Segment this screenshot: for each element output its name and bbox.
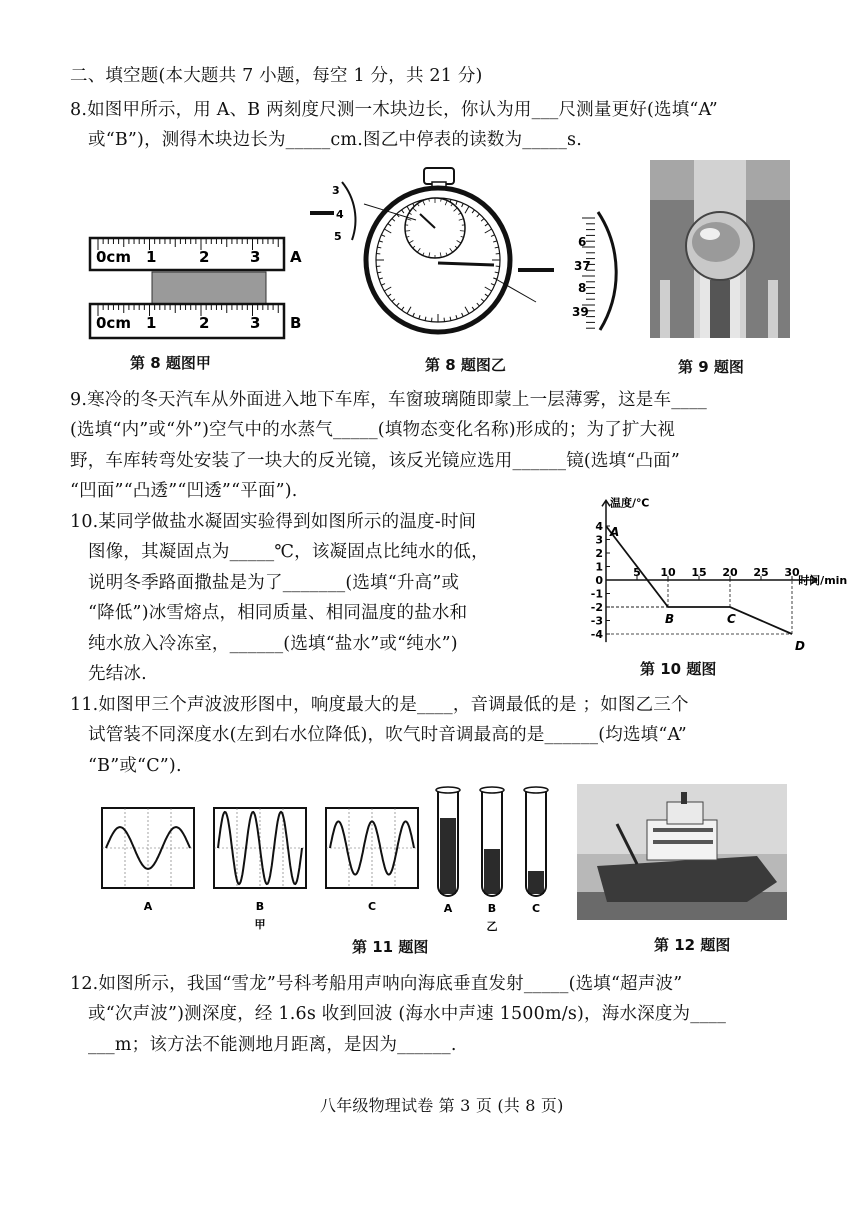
inner-dial-tick <box>405 231 410 232</box>
figure-8b-caption: 第 8 题图乙 <box>425 356 506 374</box>
figure-9-caption: 第 9 题图 <box>678 358 744 376</box>
wave-label-C: C <box>367 900 377 913</box>
y-tick-label: 2 <box>595 547 603 560</box>
y-tick-label: 1 <box>595 560 603 574</box>
wave-label-B: B <box>255 900 265 913</box>
wave-label-A: A <box>143 900 153 913</box>
tube-rim <box>436 787 460 793</box>
x-tick-label: 10 <box>660 566 676 579</box>
mag-left-3: 3 <box>332 184 340 197</box>
y-axis-label: 温度/℃ <box>610 496 650 510</box>
wave-group-label: 甲 <box>254 918 266 931</box>
q9-line3: 野，车库转弯处安装了一块大的反光镜，该反光镜应选用______镜(选填“凸面” <box>70 451 681 471</box>
tube-label-B: B <box>487 902 497 915</box>
figure-12-photo <box>577 784 787 920</box>
mag-right-8: 8 <box>578 281 587 295</box>
ruler-a-zero: 0cm <box>96 248 131 266</box>
x-axis-label: 时间/min <box>798 574 848 587</box>
tube-water-A <box>440 818 456 894</box>
figure-8a-rulers <box>82 232 312 344</box>
x-tick-label: 30 <box>784 566 800 579</box>
q10-line5: 纯水放入冷冻室，______(选填“盐水”或“纯水”) <box>88 634 458 654</box>
y-tick-label: -2 <box>590 601 603 614</box>
inner-dial-tick <box>460 231 465 232</box>
mag-left-5: 5 <box>334 230 342 243</box>
q8-line2: 或“B”)，测得木块边长为_____cm.图乙中停表的读数为_____s. <box>88 130 582 150</box>
ruler-a-tick-3: 3 <box>250 248 261 266</box>
mag-right-37: 37 <box>574 259 591 273</box>
x-tick-label: 5 <box>633 566 641 579</box>
figure-10-caption: 第 10 题图 <box>640 660 717 678</box>
section-title: 二、填空题(本大题共 7 小题，每空 1 分，共 21 分) <box>70 66 483 86</box>
mag-right-6: 6 <box>578 235 587 249</box>
ruler-b-label: B <box>290 314 302 332</box>
q9-line4: “凹面”“凸透”“凹透”“平面”). <box>70 481 298 501</box>
mag-right-39: 39 <box>572 305 589 319</box>
q9-line1: 9.寒冷的冬天汽车从外面进入地下车库，车窗玻璃随即蒙上一层薄雾，这是车____ <box>70 390 707 410</box>
q9-line2: (选填“内”或“外”)空气中的水蒸气_____(填物态变化名称)形成的；为了扩大视 <box>70 420 676 440</box>
ruler-b-tick-2: 2 <box>199 314 210 332</box>
page-footer: 八年级物理试卷 第 3 页 (共 8 页) <box>320 1096 564 1115</box>
point-label-A: A <box>610 525 620 539</box>
q12-line1: 12.如图所示，我国“雪龙”号科考船用声呐向海底垂直发射_____(选填“超声波” <box>70 974 683 994</box>
ruler-a-tick-1: 1 <box>146 248 157 266</box>
point-label-B: B <box>665 612 675 626</box>
figure-11-caption: 第 11 题图 <box>352 938 429 956</box>
ruler-a-tick-2: 2 <box>199 248 210 266</box>
ruler-b-zero: 0cm <box>96 314 131 332</box>
x-tick-label: 15 <box>691 566 707 579</box>
point-label-D: D <box>795 639 805 653</box>
q12-line2: 或“次声波”)测深度，经 1.6s 收到回波 (海水中声速 1500m/s)，海水深度为____ <box>88 1004 727 1024</box>
tube-rim <box>480 787 504 793</box>
figure-11-waveforms <box>96 800 416 930</box>
figure-8a-caption: 第 8 题图甲 <box>130 354 211 372</box>
q12-line3: ___m；该方法不能测地月距离，是因为______. <box>88 1035 457 1055</box>
figure-8b-stopwatch <box>308 160 628 360</box>
y-tick-label: -1 <box>590 587 603 601</box>
q11-line1: 11.如图甲三个声波波形图中，响度最大的是____，音调最低的是 ；如图乙三个 <box>70 695 689 715</box>
ruler-b-tick-3: 3 <box>250 314 261 332</box>
point-label-C: C <box>727 612 736 626</box>
tube-water-B <box>484 849 500 894</box>
q11-line2: 试管装不同深度水(左到右水位降低)，吹气时音调最高的是______(均选填“A” <box>88 725 687 745</box>
x-tick-label: 25 <box>753 566 769 579</box>
x-tick-label: 20 <box>722 566 738 579</box>
q11-line3: “B”或“C”). <box>88 756 182 776</box>
q10-line6: 先结冰. <box>88 664 147 684</box>
figure-10-graph <box>588 496 848 656</box>
tube-rim <box>524 787 548 793</box>
tube-label-A: A <box>443 902 453 915</box>
ruler-b-tick-1: 1 <box>146 314 157 332</box>
y-tick-label: -3 <box>590 614 603 628</box>
y-tick-label: 0 <box>595 574 603 587</box>
y-tick-label: -4 <box>590 628 603 641</box>
figure-9-photo <box>650 160 790 338</box>
y-tick-label: 4 <box>595 520 603 533</box>
q10-line3: 说明冬季路面撒盐是为了_______(选填“升高”或 <box>88 573 460 593</box>
q10-line2: 图像，其凝固点为_____℃，该凝固点比纯水的低， <box>88 542 489 562</box>
q10-line1: 10.某同学做盐水凝固实验得到如图所示的温度-时间 <box>70 512 477 532</box>
tube-group-label: 乙 <box>486 920 498 933</box>
tube-water-C <box>528 871 544 894</box>
tube-label-C: C <box>531 902 541 915</box>
q10-line4: “降低”)冰雪熔点，相同质量、相同温度的盐水和 <box>88 603 468 623</box>
figure-12-caption: 第 12 题图 <box>654 936 731 954</box>
y-tick-label: 3 <box>595 533 603 547</box>
q8-line1: 8.如图甲所示，用 A、B 两刻度尺测一木块边长，你认为用___尺测量更好(选填“A” <box>70 100 718 120</box>
ruler-a-label: A <box>290 248 302 266</box>
figure-11-test-tubes <box>428 786 558 932</box>
mag-left-4: 4 <box>336 208 344 221</box>
